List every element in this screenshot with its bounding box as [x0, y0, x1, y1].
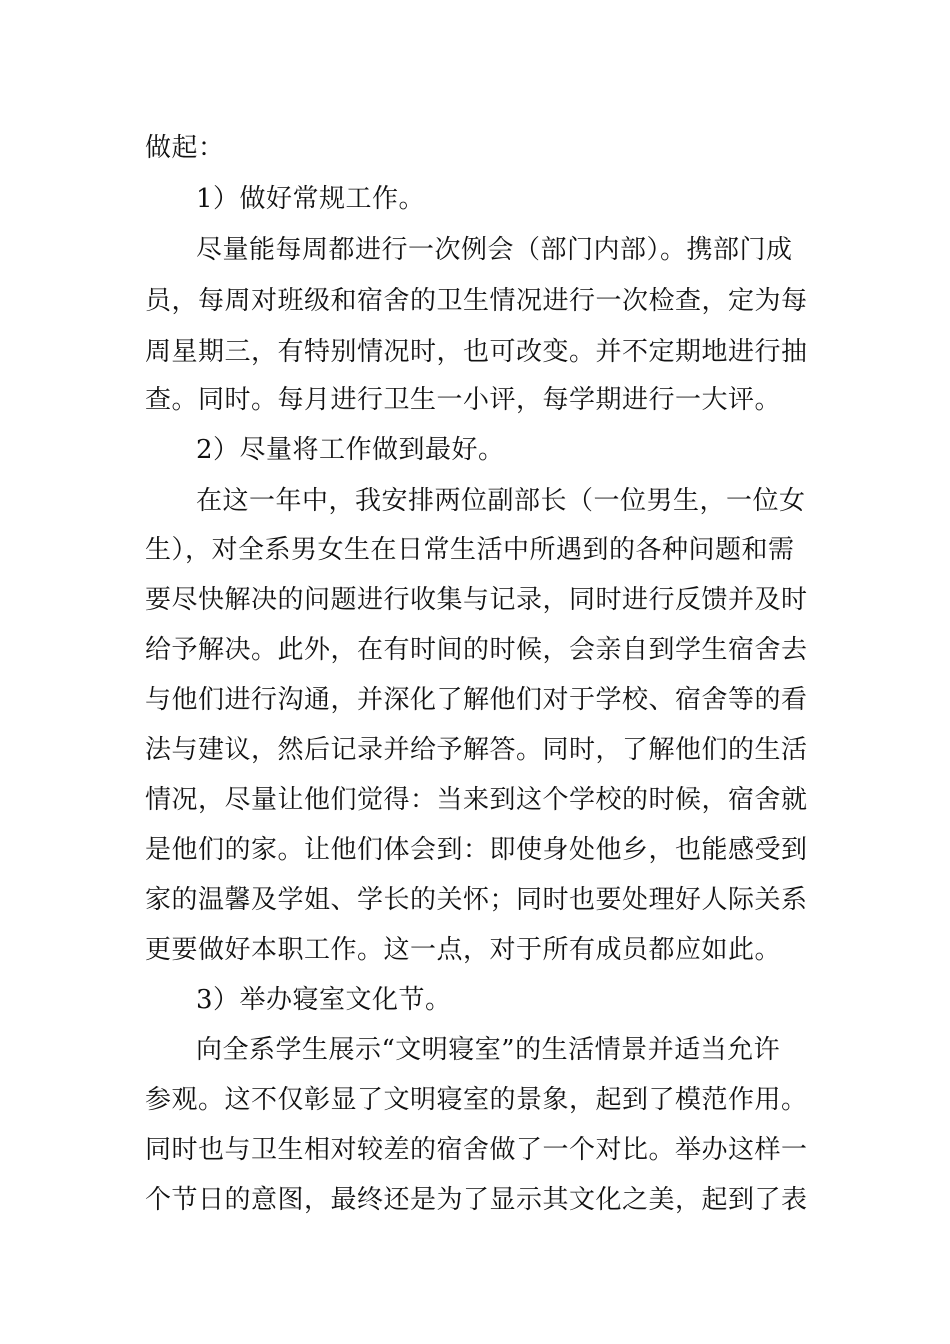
paragraph-line: 个节日的意图，最终还是为了显示其文化之美，起到了表 [145, 1185, 808, 1215]
paragraph-line: 更要做好本职工作。这一点，对于所有成员都应如此。 [145, 935, 782, 965]
text-line: 做起： [145, 133, 225, 163]
paragraph-line: 是他们的家。让他们体会到：即使身处他乡，也能感受到 [145, 835, 808, 865]
paragraph-line: 给予解决。此外，在有时间的时候，会亲自到学生宿舍去 [145, 635, 808, 665]
section-heading-1: 1）做好常规工作。 [196, 184, 426, 214]
paragraph-line: 法与建议，然后记录并给予解答。同时，了解他们的生活 [145, 735, 808, 765]
paragraph-line: 生），对全系男女生在日常生活中所遇到的各种问题和需 [145, 535, 795, 565]
paragraph-line: 向全系学生展示“文明寝室”的生活情景并适当允许 [196, 1035, 781, 1065]
paragraph-line: 同时也与卫生相对较差的宿舍做了一个对比。举办这样一 [145, 1135, 808, 1165]
section-heading-3: 3）举办寝室文化节。 [196, 985, 452, 1015]
paragraph-line: 与他们进行沟通，并深化了解他们对于学校、宿舍等的看 [145, 685, 808, 715]
paragraph-line: 员，每周对班级和宿舍的卫生情况进行一次检查，定为每 [145, 286, 808, 316]
paragraph-line: 尽量能每周都进行一次例会（部门内部）。携部门成 [196, 235, 793, 265]
paragraph-line: 家的温馨及学姐、学长的关怀；同时也要处理好人际关系 [145, 885, 808, 915]
paragraph-line: 情况，尽量让他们觉得：当来到这个学校的时候，宿舍就 [145, 785, 808, 815]
paragraph-line: 周星期三，有特别情况时，也可改变。并不定期地进行抽 [145, 337, 808, 367]
paragraph-line: 在这一年中，我安排两位副部长（一位男生，一位女 [196, 486, 806, 516]
paragraph-line: 参观。这不仅彰显了文明寝室的景象，起到了模范作用。 [145, 1085, 808, 1115]
section-heading-2: 2）尽量将工作做到最好。 [196, 435, 505, 465]
paragraph-line: 要尽快解决的问题进行收集与记录，同时进行反馈并及时 [145, 585, 808, 615]
paragraph-line: 查。同时。每月进行卫生一小评，每学期进行一大评。 [145, 385, 782, 415]
